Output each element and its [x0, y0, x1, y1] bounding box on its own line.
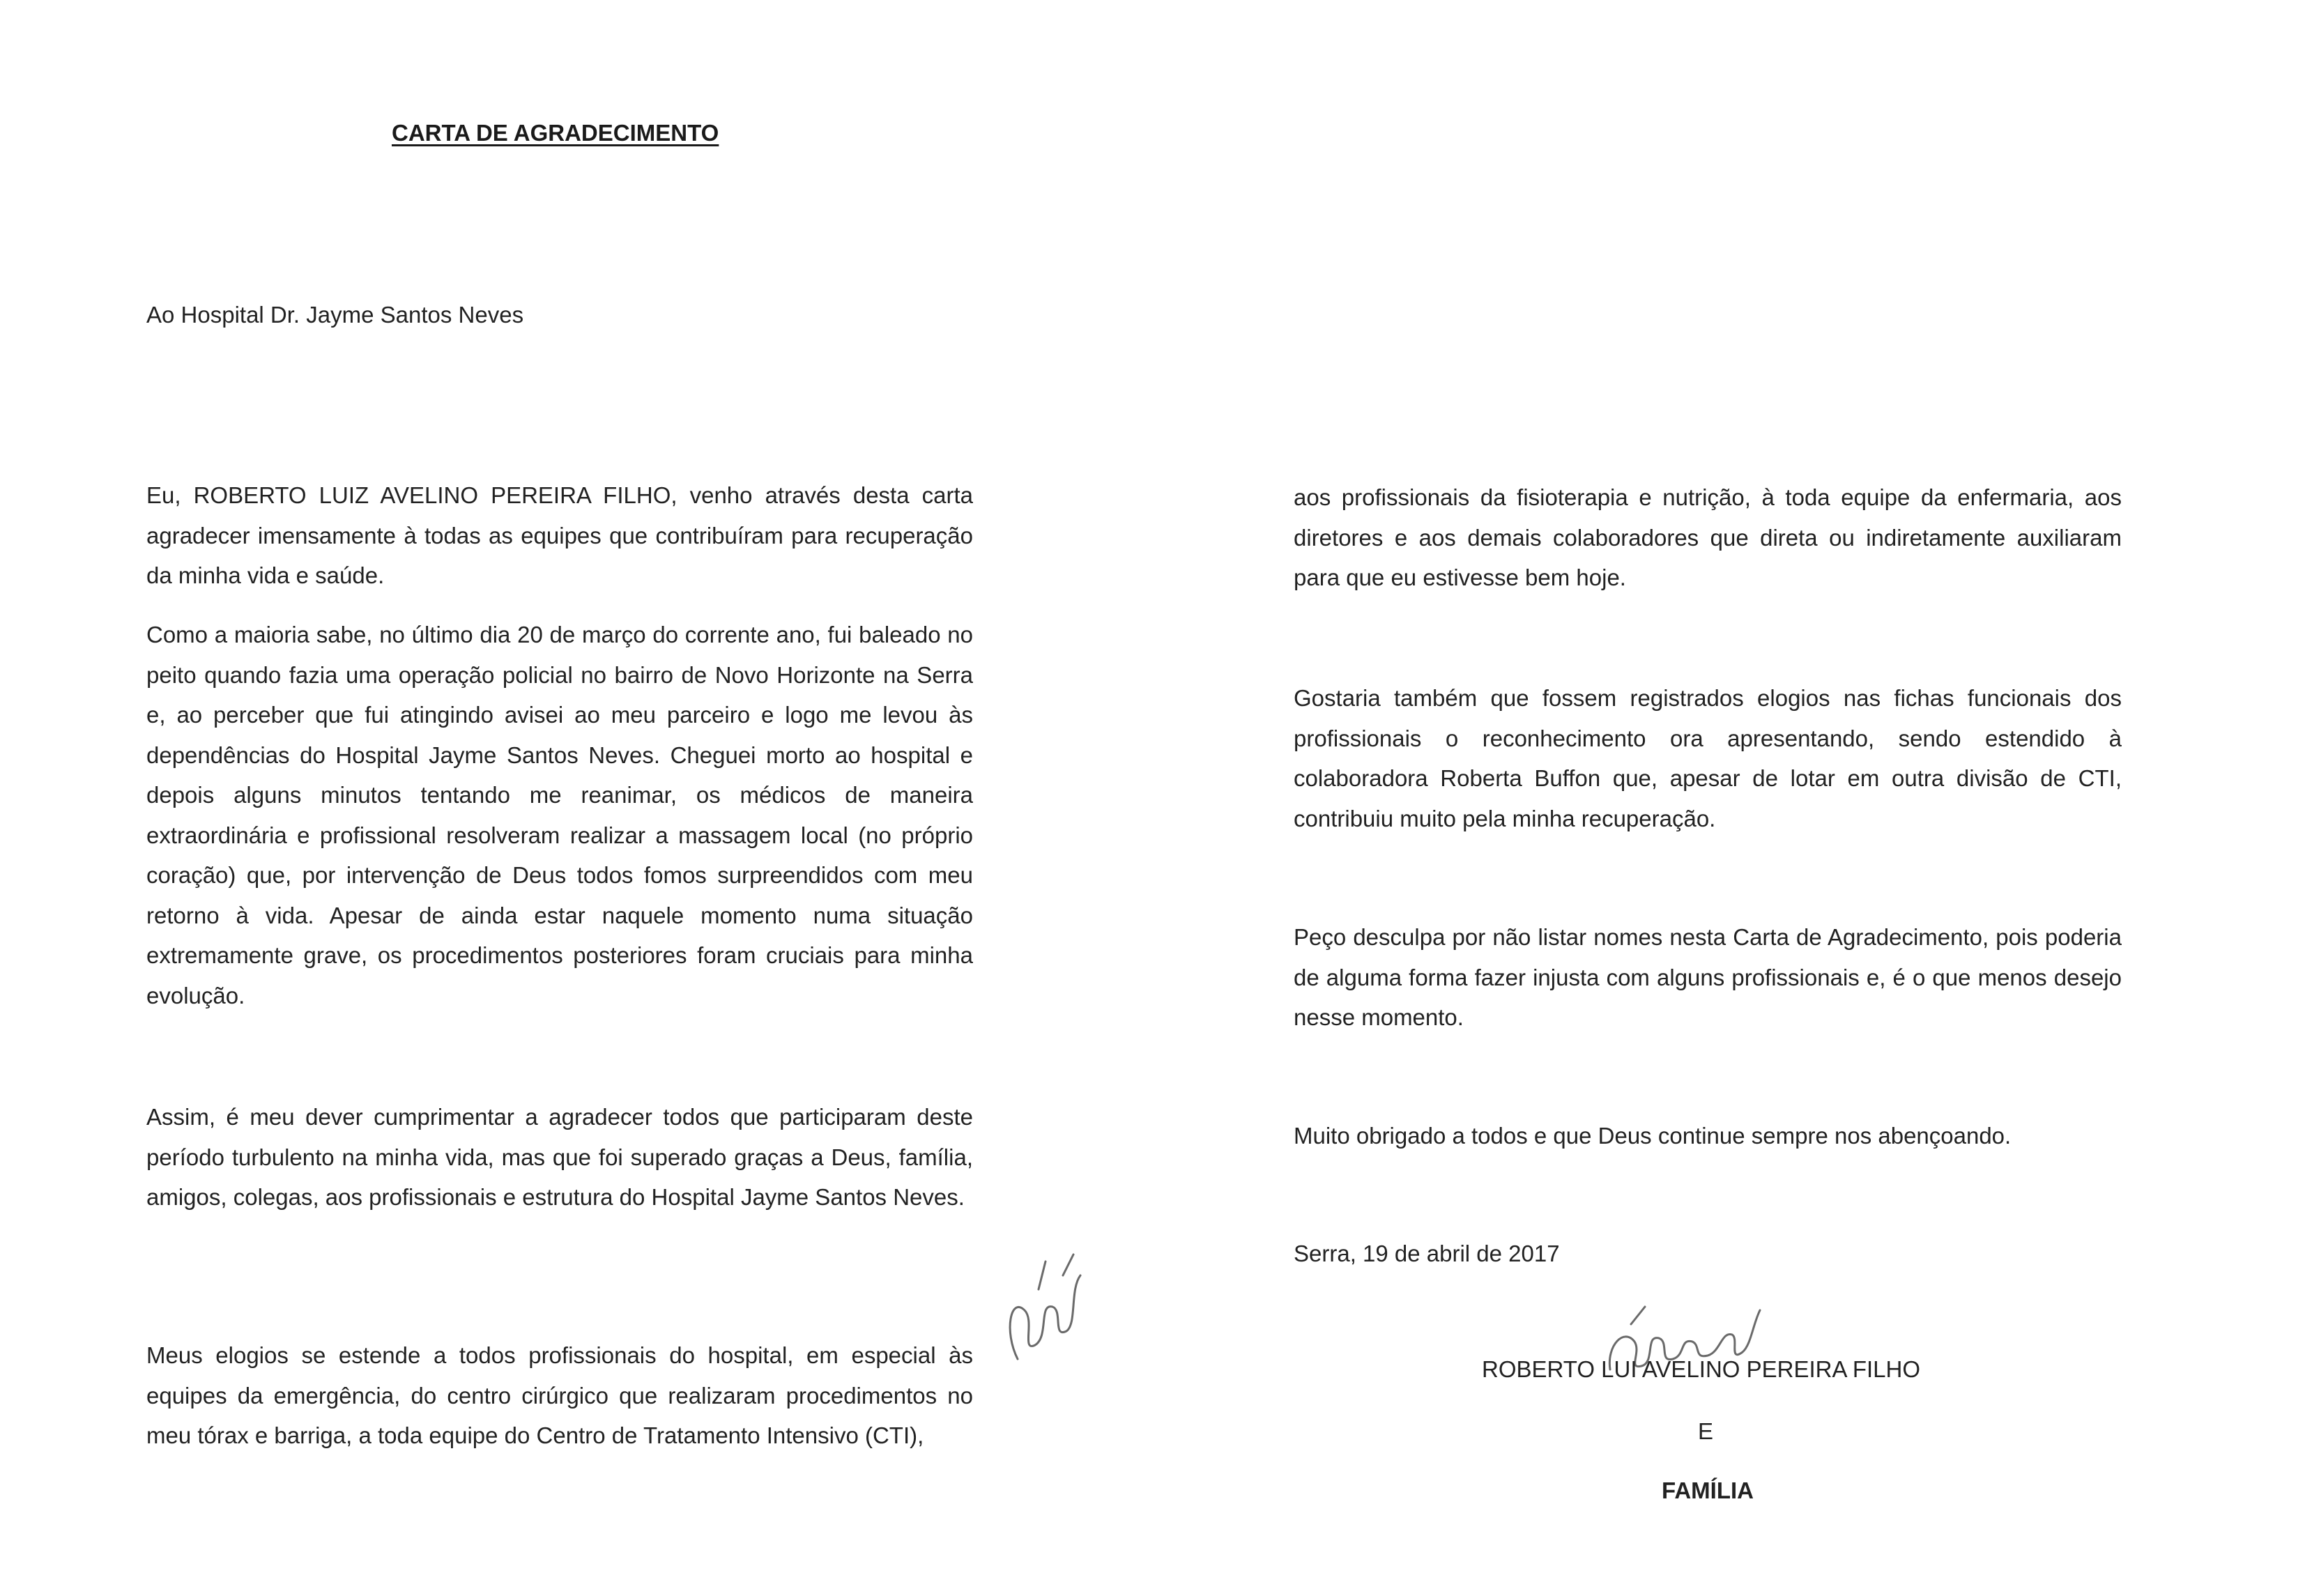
paragraph-gratitude: Assim, é meu dever cumprimentar a agradecer todos que participaram deste período turbulento na minha vida, mas que foi superado graças a Deus, família, amigos, colegas, aos profissionais e estrutura do Hospital Jayme Santos Neves. — [146, 1104, 973, 1210]
initials-signature — [997, 1248, 1094, 1373]
place-date: Serra, 19 de abril de 2017 — [1294, 1241, 1560, 1266]
paragraph-intro: Eu, ROBERTO LUIZ AVELINO PEREIRA FILHO, venho através desta carta agradecer imensamente à todas as equipes que contribuíram para recuperação da minha vida e saúde. — [146, 482, 973, 588]
left-column — [146, 0, 973, 1596]
conjunction-e: E — [1698, 1418, 1714, 1444]
paragraph-continuation: aos profissionais da fisioterapia e nutrição, à toda equipe da enfermaria, aos diretores e aos demais colaboradores que direta ou indiretamente auxiliaram para que eu estivesse bem hoje. — [1294, 484, 2122, 590]
paragraph-apology: Peço desculpa por não listar nomes nesta Carta de Agradecimento, pois poderia de alguma forma fazer injusta com alguns profissionais e, é o que menos desejo nesse momento. — [1294, 924, 2122, 1030]
paragraph-praise: Meus elogios se estende a todos profissionais do hospital, em especial às equipes da emergência, do centro cirúrgico que realizaram procedimentos no meu tórax e barriga, a toda equipe do Centro de Tratamento Intensivo (CTI), — [146, 1342, 973, 1448]
addressee-line: Ao Hospital Dr. Jayme Santos Neves — [146, 302, 524, 328]
closing-line: Muito obrigado a todos e que Deus continue sempre nos abençoando. — [1294, 1123, 2012, 1149]
family-label: FAMÍLIA — [1662, 1478, 1754, 1503]
signer-name: ROBERTO LUI AVELINO PEREIRA FILHO — [1482, 1356, 1921, 1382]
letter-title: CARTA DE AGRADECIMENTO — [392, 120, 719, 146]
paragraph-registration: Gostaria também que fossem registrados elogios nas fichas funcionais dos profissionais o reconhecimento ora apresentando, sendo estendido à colaboradora Roberta Buffon que, apesar de lotar em outra divisão de CTI, contribuiu muito pela minha recuperação. — [1294, 685, 2122, 831]
paragraph-incident: Como a maioria sabe, no último dia 20 de março do corrente ano, fui baleado no peito quando fazia uma operação policial no bairro de Novo Horizonte na Serra e, ao perceber que fui atingindo avisei ao meu parceiro e logo me levou às dependências do Hospital Jayme Santos Neves. Cheguei morto ao hospital e depois alguns minutos tentando me reanimar, os médicos de maneira extraordinária e profissional resolveram realizar a massagem local (no próprio coração) que, por intervenção de Deus todos fomos surpreendidos com meu retorno à vida. Apesar de ainda estar naquele momento numa situação extremamente grave, os procedimentos posteriores foram cruciais para minha evolução. — [146, 622, 973, 1008]
